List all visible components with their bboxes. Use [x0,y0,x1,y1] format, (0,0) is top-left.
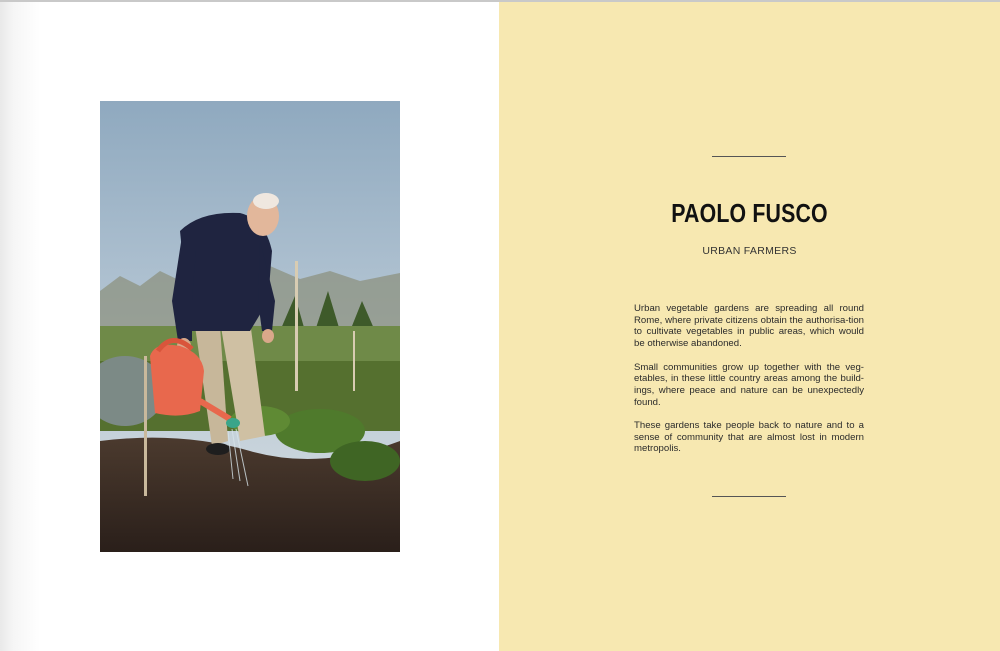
text-page [499,2,1000,651]
page-title: PAOLO FUSCO [671,198,828,228]
body-text [634,303,864,467]
farmer-photo [100,101,400,552]
page-subtitle: URBAN FARMERS [702,245,797,257]
bottom-divider [712,496,786,497]
paragraph-3: These gardens take people back to nature and to a sense of community that are almost lost in modern metropolis. [634,420,864,455]
paragraph-2: Small communities grow up together with the veg-etables, in these little country areas among the build-ings, where peace and nature can be unexpectedly found. [634,361,864,408]
paragraph-1: Urban vegetable gardens are spreading all round Rome, where private citizens obtain the authorisa-tion to cultivate vegetables in public areas, which would be otherwise abandoned. [634,303,864,350]
top-divider [712,156,786,157]
